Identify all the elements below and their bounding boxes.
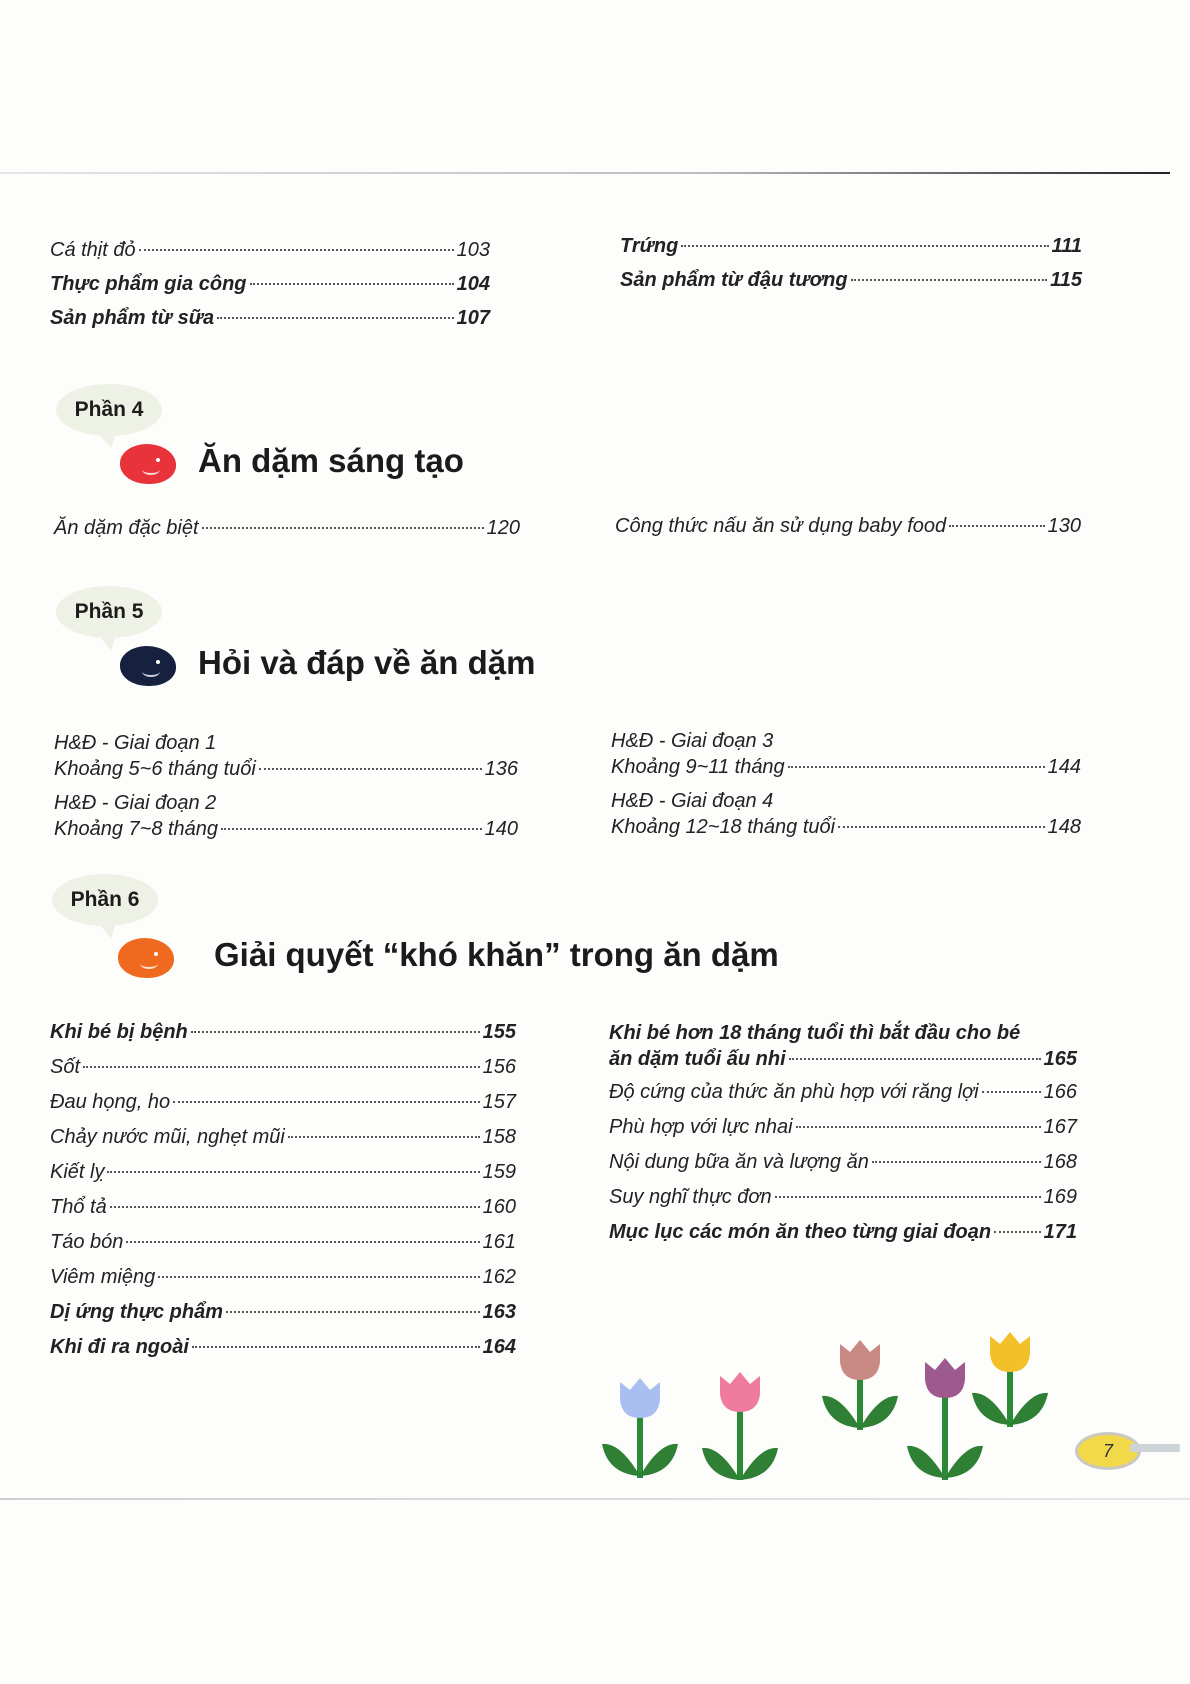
toc-entry-title: Đau họng, ho	[50, 1091, 171, 1113]
toc-entry	[620, 268, 1082, 292]
toc-part6-left	[50, 1020, 516, 1370]
toc-entry	[609, 1150, 1077, 1174]
leader-dots	[872, 1161, 1041, 1163]
part4-title: Ăn dặm sáng tạo	[198, 442, 464, 479]
leader-dots	[851, 279, 1048, 281]
tulip-icon	[702, 1372, 778, 1480]
toc-part4-right	[615, 514, 1081, 544]
leader-dots	[789, 1058, 1041, 1060]
leader-dots	[126, 1241, 479, 1243]
toc-entry-page: 130	[1047, 515, 1081, 537]
toc-entry-stage: H&Đ - Giai đoạn 4	[611, 790, 774, 812]
blob-mascot-icon	[120, 444, 176, 484]
toc-entry	[54, 516, 520, 540]
toc-entry-page: 157	[482, 1091, 516, 1113]
toc-entry-title: Suy nghĩ thực đơn	[609, 1186, 772, 1208]
toc-entry	[54, 790, 518, 842]
leader-dots	[259, 768, 482, 770]
top-rule	[0, 172, 1170, 174]
toc-entry-page: 144	[1047, 756, 1081, 778]
leader-dots	[107, 1171, 479, 1173]
toc-entry-title: Thổ tả	[50, 1196, 107, 1218]
toc-entry	[50, 238, 490, 262]
leader-dots	[191, 1031, 480, 1033]
toc-entry-title: Khi đi ra ngoài	[50, 1336, 189, 1358]
toc-entry-title: Độ cứng của thức ăn phù hợp với răng lợi	[609, 1081, 979, 1103]
toc-entry-page: 136	[484, 758, 518, 780]
toc-part6-right	[609, 1020, 1077, 1250]
toc-entry	[50, 272, 490, 296]
part6-header	[50, 874, 1050, 994]
part6-label: Phần 6	[52, 874, 158, 926]
leader-dots	[994, 1231, 1041, 1233]
part4-header	[50, 384, 1050, 504]
toc-entry-page: 162	[482, 1266, 516, 1288]
toc-entry	[50, 1160, 516, 1184]
toc-entry-title: Khi bé bị bệnh	[50, 1021, 188, 1043]
part6-title: Giải quyết “khó khăn” trong ăn dặm	[214, 936, 779, 973]
leader-dots	[202, 527, 484, 529]
toc-entry-page: 165	[1043, 1048, 1077, 1070]
toc-section3-left	[50, 238, 490, 338]
toc-entry-title: Khoảng 7~8 tháng	[54, 818, 219, 840]
toc-entry-stage: H&Đ - Giai đoạn 1	[54, 732, 217, 754]
toc-entry	[609, 1220, 1077, 1244]
toc-entry-page: 159	[482, 1161, 516, 1183]
toc-entry	[50, 1300, 516, 1324]
toc-entry-page: 156	[482, 1056, 516, 1078]
part5-label: Phần 5	[56, 586, 162, 638]
leader-dots	[949, 525, 1044, 527]
toc-entry-title-line2: ăn dặm tuổi ấu nhi	[609, 1048, 786, 1070]
toc-entry	[609, 1080, 1077, 1104]
bottom-rule	[0, 1498, 1190, 1500]
toc-entry-page: 140	[484, 818, 518, 840]
tulip-icon	[822, 1340, 898, 1430]
toc-entry-page: 104	[456, 273, 490, 295]
leader-dots	[139, 249, 454, 251]
leader-dots	[221, 828, 482, 830]
toc-entry	[611, 788, 1081, 840]
tulip-icon	[972, 1332, 1048, 1427]
toc-entry-title: Viêm miệng	[50, 1266, 156, 1288]
toc-entry	[609, 1115, 1077, 1139]
toc-section3-right	[620, 234, 1082, 304]
leader-dots	[288, 1136, 480, 1138]
toc-entry-title: Cá thịt đỏ	[50, 239, 136, 261]
toc-entry-page: 160	[482, 1196, 516, 1218]
toc-entry-title: Khoảng 5~6 tháng tuổi	[54, 758, 256, 780]
toc-entry	[50, 1335, 516, 1359]
toc-entry-title: Mục lục các món ăn theo từng giai đoạn	[609, 1221, 992, 1243]
toc-part5-left	[54, 730, 518, 850]
toc-entry-title: Sốt	[50, 1056, 81, 1078]
toc-entry	[50, 1020, 516, 1044]
leader-dots	[83, 1066, 480, 1068]
toc-entry-page: 155	[482, 1021, 516, 1043]
part5-header	[50, 586, 1050, 706]
toc-entry-page: 161	[482, 1231, 516, 1253]
toc-entry-title: Kiết lỵ	[50, 1161, 105, 1183]
toc-part5-right	[611, 728, 1081, 848]
part5-title: Hỏi và đáp về ăn dặm	[198, 644, 536, 681]
toc-entry-page: 111	[1051, 235, 1082, 257]
page-number: 7	[1102, 1440, 1113, 1461]
leader-dots	[217, 317, 453, 319]
leader-dots	[838, 826, 1045, 828]
toc-entry-page: 167	[1043, 1116, 1077, 1138]
tulips-illustration	[600, 1320, 1070, 1480]
blob-mascot-icon	[118, 938, 174, 978]
toc-entry	[50, 1195, 516, 1219]
toc-part4-left	[54, 516, 520, 546]
toc-entry	[50, 306, 490, 330]
toc-entry-page: 169	[1043, 1186, 1077, 1208]
toc-entry-title: Khoảng 12~18 tháng tuổi	[611, 816, 836, 838]
toc-entry-title: Phù hợp với lực nhai	[609, 1116, 793, 1138]
leader-dots	[788, 766, 1045, 768]
toc-entry-title: Công thức nấu ăn sử dụng baby food	[615, 515, 947, 537]
toc-entry-title: Nội dung bữa ăn và lượng ăn	[609, 1151, 869, 1173]
toc-entry-title-line1: Khi bé hơn 18 tháng tuổi thì bắt đầu cho bé	[609, 1022, 1021, 1044]
toc-entry-title: Khoảng 9~11 tháng	[611, 756, 785, 778]
leader-dots	[158, 1276, 479, 1278]
toc-entry-stage: H&Đ - Giai đoạn 3	[611, 730, 774, 752]
toc-entry-title: Trứng	[620, 235, 679, 257]
toc-entry	[50, 1055, 516, 1079]
toc-entry-title: Sản phẩm từ đậu tương	[620, 269, 848, 291]
toc-entry	[615, 514, 1081, 538]
toc-entry-stage: H&Đ - Giai đoạn 2	[54, 792, 217, 814]
leader-dots	[250, 283, 454, 285]
toc-entry-title: Dị ứng thực phẩm	[50, 1301, 223, 1323]
leader-dots	[796, 1126, 1041, 1128]
toc-entry-page: 103	[456, 239, 490, 261]
part4-label: Phần 4	[56, 384, 162, 436]
toc-entry-title: Táo bón	[50, 1231, 124, 1253]
toc-entry-title: Sản phẩm từ sữa	[50, 307, 215, 329]
toc-entry-page: 171	[1043, 1221, 1077, 1243]
leader-dots	[775, 1196, 1041, 1198]
toc-entry-page: 115	[1050, 269, 1082, 291]
blob-mascot-icon	[120, 646, 176, 686]
leader-dots	[173, 1101, 480, 1103]
toc-entry-title: Ăn dặm đặc biệt	[54, 517, 199, 539]
toc-entry-page: 164	[482, 1336, 516, 1358]
toc-entry-title: Chảy nước mũi, nghẹt mũi	[50, 1126, 285, 1148]
toc-entry-title: Thực phẩm gia công	[50, 273, 247, 295]
toc-entry-page: 168	[1043, 1151, 1077, 1173]
toc-entry	[609, 1020, 1077, 1072]
toc-entry	[609, 1185, 1077, 1209]
toc-entry	[50, 1230, 516, 1254]
toc-entry-page: 148	[1047, 816, 1081, 838]
toc-entry	[620, 234, 1082, 258]
toc-entry-page: 107	[456, 307, 490, 329]
toc-entry	[54, 730, 518, 782]
toc-entry-page: 166	[1043, 1081, 1077, 1103]
toc-entry-page: 158	[482, 1126, 516, 1148]
leader-dots	[192, 1346, 480, 1348]
tulip-icon	[907, 1358, 983, 1480]
toc-entry	[50, 1125, 516, 1149]
toc-entry	[50, 1265, 516, 1289]
leader-dots	[681, 245, 1048, 247]
toc-entry-page: 120	[486, 517, 520, 539]
tulip-icon	[602, 1378, 678, 1478]
leader-dots	[110, 1206, 480, 1208]
badge-handle	[1130, 1444, 1180, 1452]
leader-dots	[982, 1091, 1041, 1093]
toc-entry	[611, 728, 1081, 780]
toc-entry	[50, 1090, 516, 1114]
toc-entry-page: 163	[482, 1301, 516, 1323]
leader-dots	[226, 1311, 480, 1313]
